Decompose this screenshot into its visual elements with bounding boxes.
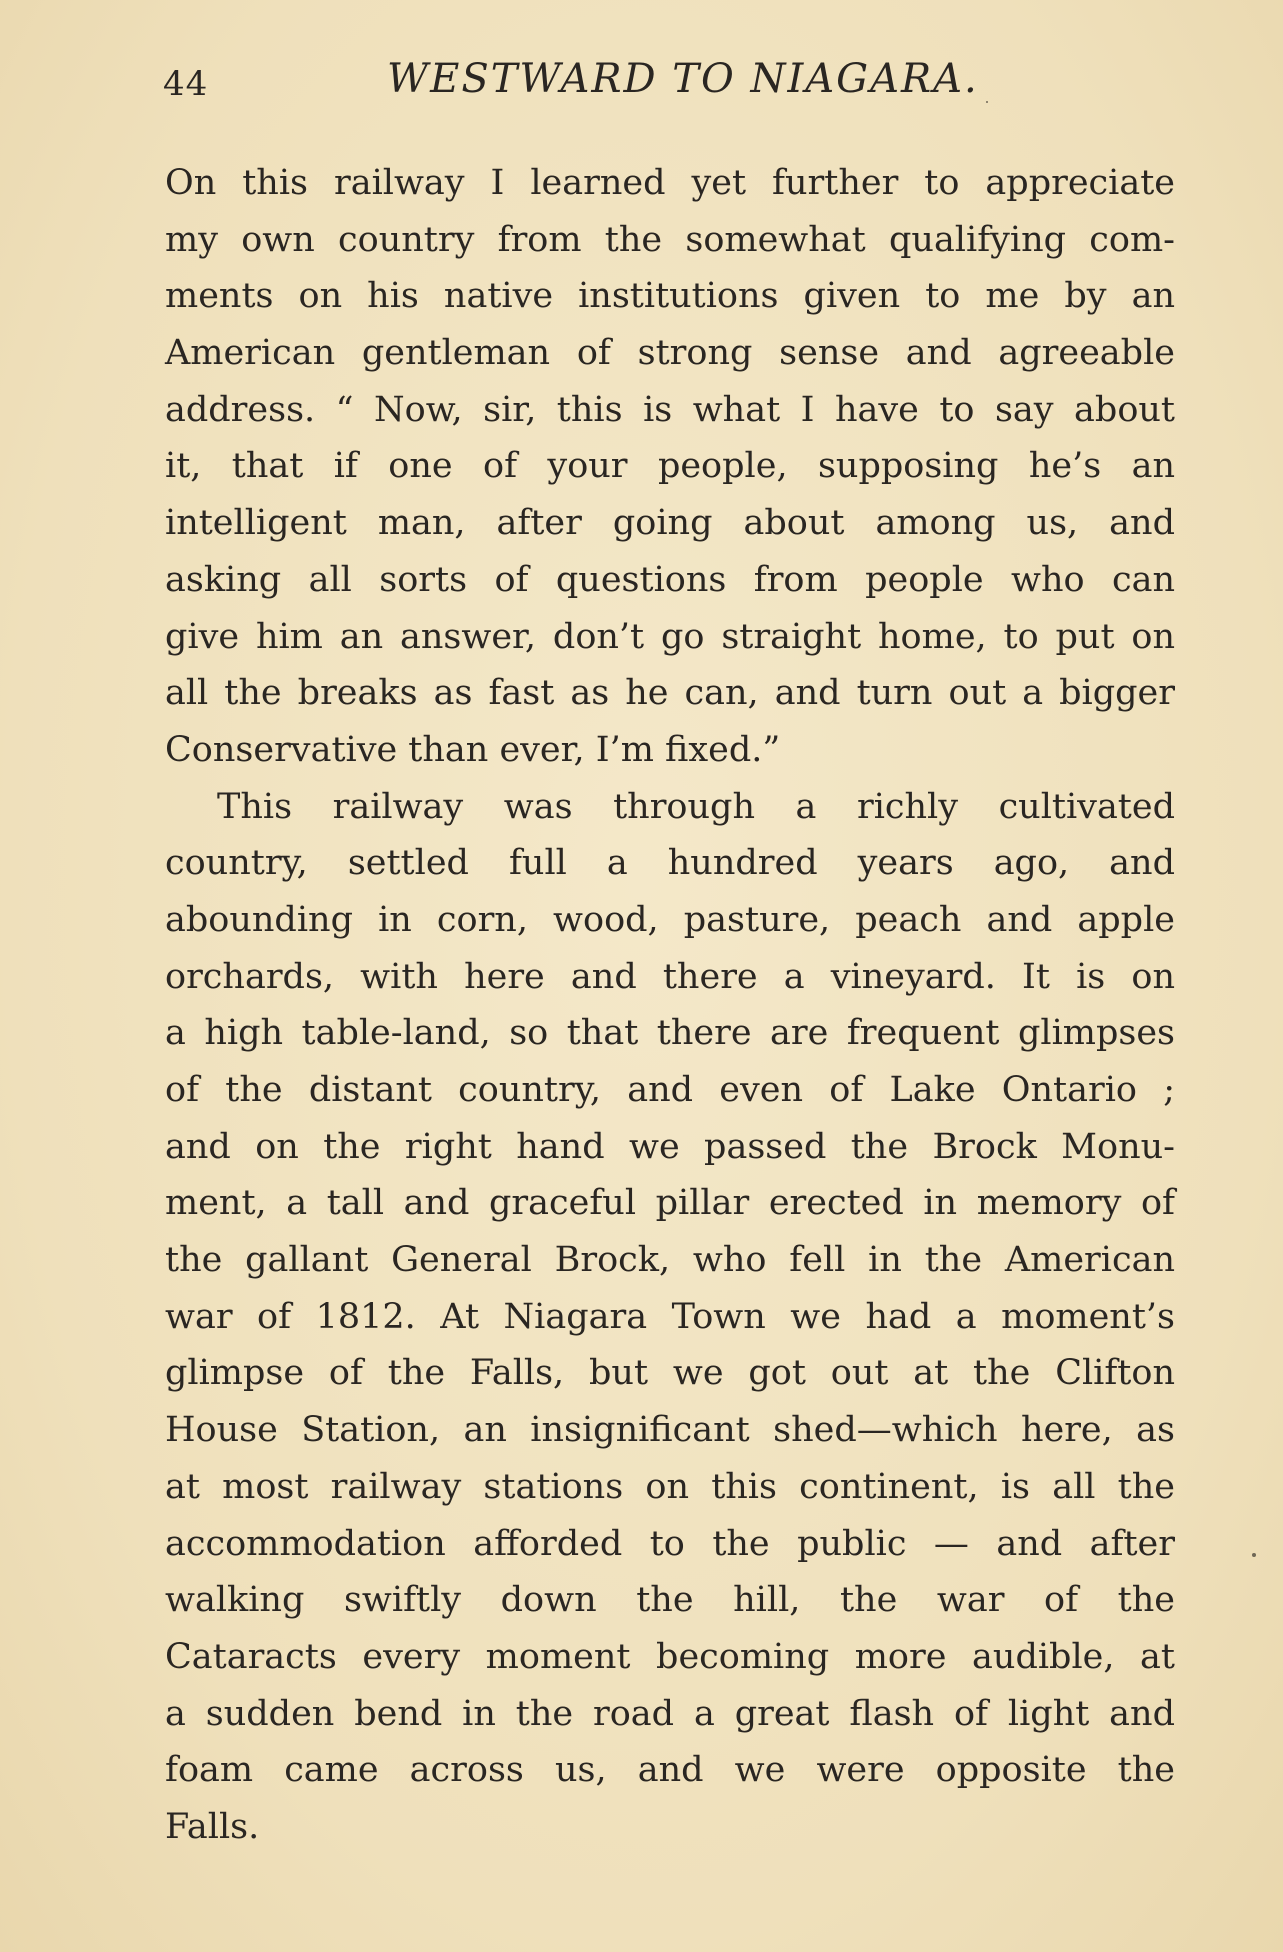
text-line xyxy=(165,1572,1175,1629)
paper-speck xyxy=(1252,1553,1256,1557)
text-line xyxy=(165,382,1175,439)
text-line-content: abounding in corn, wood, pasture, peach and apple xyxy=(165,899,1175,940)
text-line-content: address. “ Now, sir, this is what I have to say about xyxy=(165,389,1175,430)
text-line xyxy=(165,1402,1175,1459)
text-line-content: a high table-land, so that there are frequent glimpses xyxy=(165,1013,1175,1054)
text-line xyxy=(165,722,1175,779)
text-line-content: asking all sorts of questions from people who can xyxy=(165,559,1175,600)
text-line-content: give him an answer, don’t go straight home, to put on xyxy=(165,616,1175,657)
text-line xyxy=(165,665,1175,722)
body-text xyxy=(165,155,1175,1856)
text-line-content: House Station, an insignificant shed—which here, as xyxy=(165,1410,1175,1451)
text-line xyxy=(165,1005,1175,1062)
text-line xyxy=(165,1629,1175,1686)
text-line xyxy=(165,552,1175,609)
text-line xyxy=(165,1686,1175,1743)
text-line-content: of the distant country, and even of Lake Ontario ; xyxy=(165,1070,1175,1110)
text-line-content: orchards, with here and there a vineyard. It is on xyxy=(165,956,1175,997)
text-line xyxy=(165,1345,1175,1402)
text-line-content: the gallant General Brock, who fell in the American xyxy=(165,1240,1175,1281)
text-line xyxy=(165,325,1175,382)
text-line xyxy=(165,1175,1175,1232)
paper-speck xyxy=(986,101,988,103)
text-line xyxy=(165,1289,1175,1346)
text-line-content: This railway was through a richly cultivated xyxy=(217,786,1175,827)
text-line xyxy=(165,779,1175,836)
text-line-content: glimpse of the Falls, but we got out at the Clifton xyxy=(165,1353,1175,1394)
text-line-content: a sudden bend in the road a great flash of light and xyxy=(165,1693,1175,1734)
text-line-content: war of 1812. At Niagara Town we had a moment’s xyxy=(165,1296,1175,1337)
text-line xyxy=(165,438,1175,495)
text-line xyxy=(165,609,1175,666)
text-line-content: intelligent man, after going about among us, and xyxy=(165,503,1175,544)
text-line xyxy=(165,1062,1175,1119)
text-line-content: country, settled full a hundred years ago, and xyxy=(165,843,1175,884)
text-line-content: accommodation afforded to the public — and after xyxy=(165,1523,1175,1564)
text-line-content: Falls. xyxy=(165,1806,260,1847)
text-line xyxy=(165,1799,1175,1856)
text-line xyxy=(165,1516,1175,1573)
text-line-content: it, that if one of your people, supposing he’s an xyxy=(165,446,1175,487)
text-line xyxy=(165,155,1175,212)
page-header xyxy=(163,56,1173,116)
text-line-content: all the breaks as fast as he can, and turn out a bigger xyxy=(165,673,1175,714)
text-line-content: Cataracts every moment becoming more audible, at xyxy=(165,1636,1175,1677)
text-line xyxy=(165,268,1175,325)
text-line xyxy=(165,835,1175,892)
text-line-content: and on the right hand we passed the Brock Monu- xyxy=(165,1126,1175,1167)
text-line xyxy=(165,495,1175,552)
text-line xyxy=(165,212,1175,269)
text-line-content: at most railway stations on this continent, is all the xyxy=(165,1466,1175,1507)
page-number: 44 xyxy=(163,64,209,104)
text-line xyxy=(165,892,1175,949)
text-line-content: American gentleman of strong sense and agreeable xyxy=(165,333,1175,374)
text-line xyxy=(165,1742,1175,1799)
text-line-content: On this railway I learned yet further to appreciate xyxy=(165,163,1175,203)
text-line-content: walking swiftly down the hill, the war of the xyxy=(165,1580,1175,1621)
text-line xyxy=(165,1232,1175,1289)
text-line xyxy=(165,949,1175,1006)
running-head: WESTWARD TO NIAGARA. xyxy=(387,56,979,102)
text-line xyxy=(165,1459,1175,1516)
text-line-content: ment, a tall and graceful pillar erected in memory of xyxy=(165,1183,1175,1224)
text-line-content: ments on his native institutions given to me by an xyxy=(165,276,1175,317)
text-line-content: Conservative than ever, I’m fixed.” xyxy=(165,729,781,770)
text-line-content: my own country from the somewhat qualifying com- xyxy=(165,219,1175,260)
text-line-content: foam came across us, and we were opposite the xyxy=(165,1750,1175,1791)
text-line xyxy=(165,1119,1175,1176)
